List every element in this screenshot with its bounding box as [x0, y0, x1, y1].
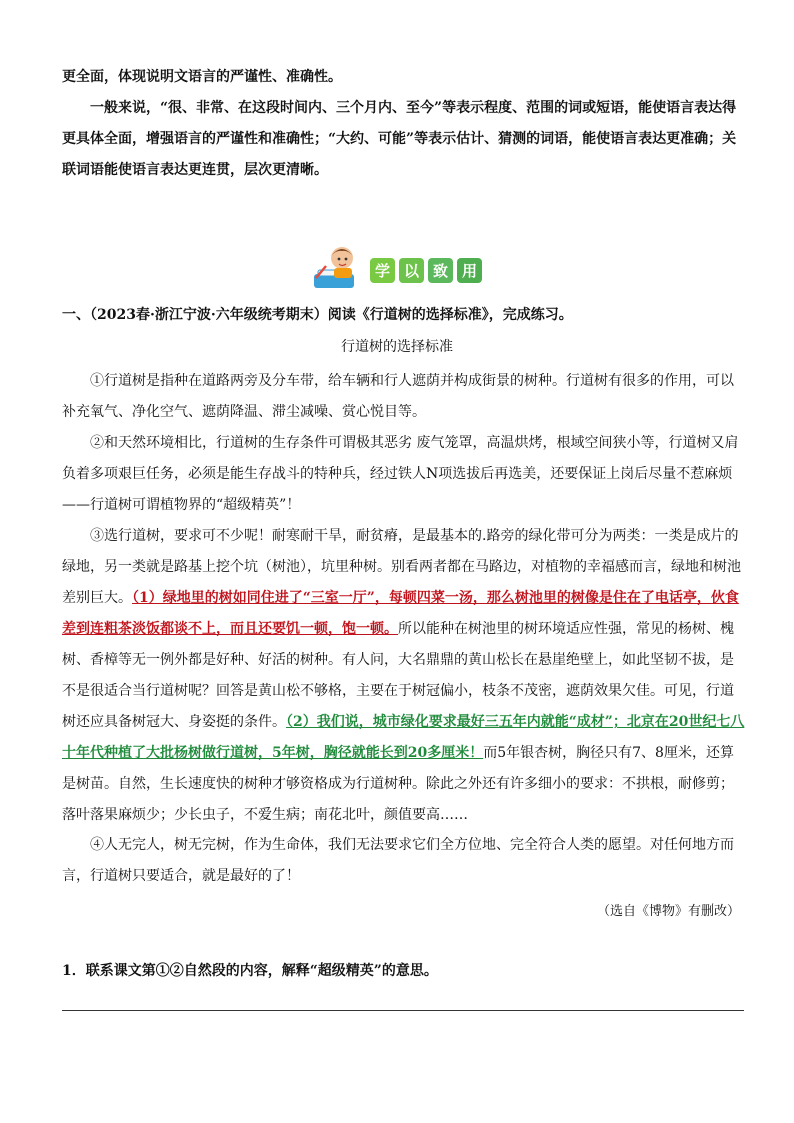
article-paragraph-4: ④人无完人，树无完树，作为生命体，我们无法要求它们全方位地、完全符合人类的愿望。对任何地方而言，行道树只要适合，就是最好的了！ — [62, 837, 734, 884]
student-illustration-icon — [312, 244, 368, 294]
question-1: 1．联系课文第①②自然段的内容，解释“超级精英”的意思。 — [62, 963, 438, 979]
article-source: （选自《博物》有删改） — [596, 904, 740, 919]
banner-char-2: 以 — [399, 258, 424, 283]
question-header: 一、（2023春·浙江宁波·六年级统考期末）阅读《行道树的选择标准》，完成练习。 — [62, 307, 573, 323]
banner-char-3: 致 — [428, 258, 453, 283]
highlight-green-sentence: （2）我们说，城市绿化要求最好三五年内就能“成材”；北京在20世纪七八十年代种植了大批杨树做行道树，5年树，胸径就能长到20多厘米！ — [62, 714, 745, 761]
paragraph-3-text-a: ③选行道树，要求可不少呢！耐寒耐干旱，耐贫瘠，是最基本的.路旁的绿化带可分为两类：一类是成片的绿地，另一类就是路基上挖个坑（树池），坑里种树。别看两者都在马路边，对植物的幸福感而言，绿地和树池差别巨大。 — [62, 528, 741, 606]
article-paragraph-2: ②和天然环境相比，行道树的生存条件可谓极其恶劣 废气笼罩，高温烘烤，根域空间狭小等，行道树又肩负着多项艰巨任务，必须是能生存战斗的特种兵，经过铁人N项选拔后再选美，还要保证上岗后尽量不惹麻烦——行道树可谓植物界的“超级精英”！ — [62, 435, 739, 513]
learn-apply-banner — [312, 244, 498, 294]
article-paragraph-1: ①行道树是指种在道路两旁及分车带，给车辆和行人遮荫并构成街景的树种。行道树有很多的作用，可以补充氧气、净化空气、遮荫降温、滞尘减噪、赏心悦目等。 — [62, 373, 734, 420]
highlight-red-sentence: （1）绿地里的树如同住进了“三室一厅”，每顿四菜一汤，那么树池里的树像是住在了电话亭，伙食差到连粗茶淡饭都谈不上，而且还要饥一顿，饱一顿。 — [62, 590, 739, 637]
intro-paragraph: 一般来说，“很、非常、在这段时间内、三个月内、至今”等表示程度、范围的词或短语，能使语言表达得更具体全面，增强语言的严谨性和准确性；“大约、可能”等表示估计、猜测的词语，能使语言表达更准确；关联词语能使语言表达更连贯，层次更清晰。 — [62, 100, 737, 178]
banner-char-1: 学 — [370, 258, 395, 283]
paragraph-3-text-c: 而5年银杏树，胸径只有7、8厘米，还算是树苗。自然，生长速度快的树种才够资格成为行道树种。除此之外还有许多细小的要求：不拱根，耐修剪；落叶落果麻烦少；少长虫子，不爱生病；南花北叶，颜值要高…… — [62, 745, 734, 823]
paragraph-3-text-b: 所以能种在树池里的树环境适应性强，常见的杨树、槐树、香樟等无一例外都是好种、好活的树种。有人问，大名鼎鼎的黄山松长在悬崖绝壁上，如此坚韧不拔，是不是很适合当行道树呢？回答是黄山松不够格，主要在于树冠偏小，枝条不茂密，遮荫效果欠佳。可见，行道树还应具备树冠大、身姿挺的条件。 — [62, 621, 734, 730]
article-title: 行道树的选择标准 — [341, 339, 453, 355]
article-paragraph-3 — [62, 521, 746, 831]
intro-line: 更全面，体现说明文语言的严谨性、准确性。 — [62, 69, 342, 85]
answer-line[interactable] — [62, 1010, 744, 1011]
banner-char-4: 用 — [457, 258, 482, 283]
